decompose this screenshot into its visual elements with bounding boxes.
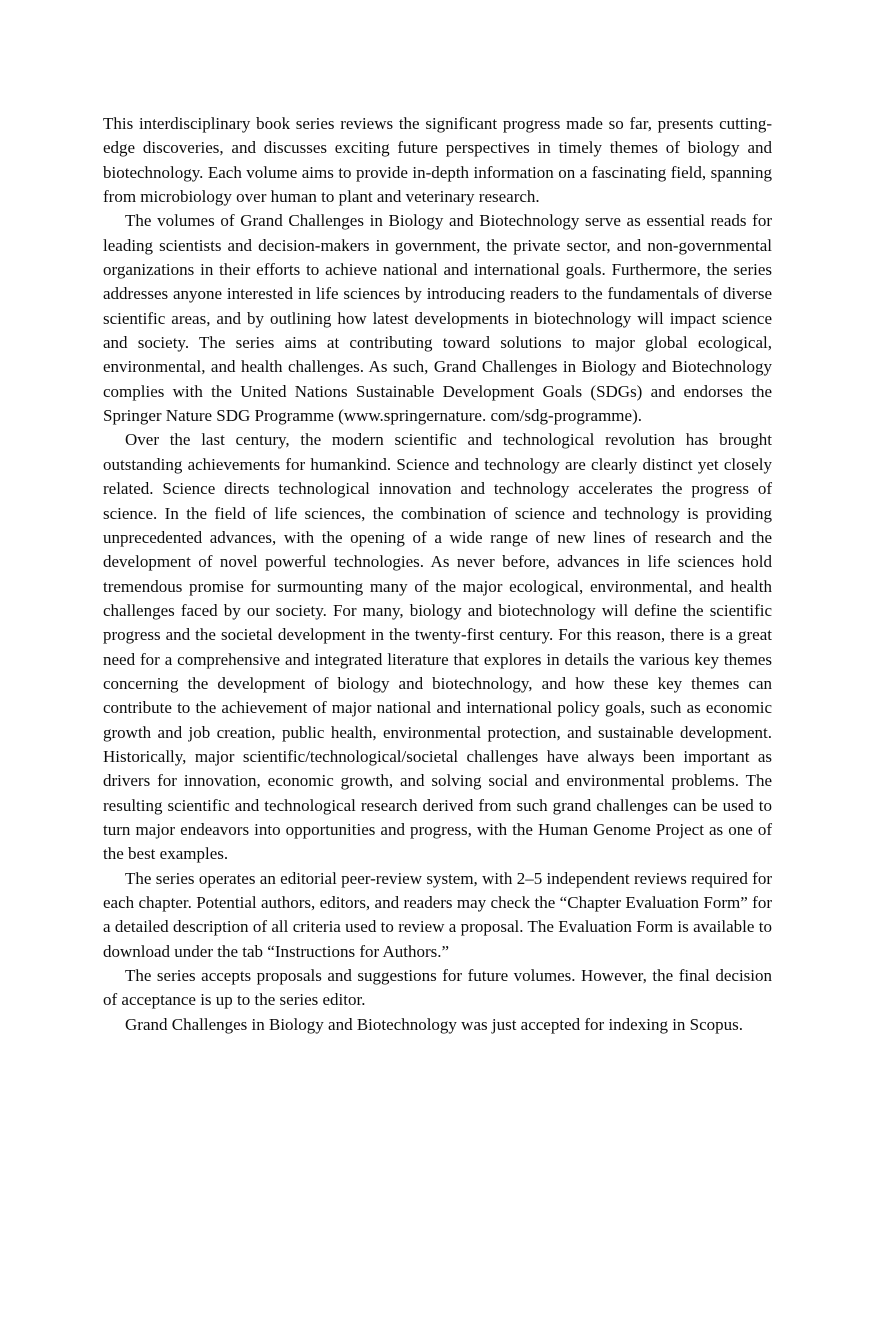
- paragraph-proposals: The series accepts proposals and suggestions for future volumes. However, the final decision of acceptance is up to the series editor.: [103, 966, 772, 1010]
- paragraph-series-overview: This interdisciplinary book series reviews the significant progress made so far, presents cutting-edge discoveries, and discusses exciting future perspectives in timely themes of biology and biotechnology. Each volume aims to provide in-depth information on a fascinating field, spanning from microbiology over human to plant and veterinary research.: [103, 114, 772, 207]
- series-description-text: [103, 112, 772, 1037]
- paragraph-scopus-indexing: Grand Challenges in Biology and Biotechnology was just accepted for indexing in Scopus.: [125, 1014, 744, 1034]
- paragraph-audience: The volumes of Grand Challenges in Biology and Biotechnology serve as essential reads for leading scientists and decision-makers in government, the private sector, and non-governmental organizations in their efforts to achieve national and international goals. Furthermore, the series addresses anyone interested in life sciences by introducing readers to the fundamentals of diverse scientific areas, and by outlining how latest developments in biotechnology will impact science and society. The series aims at contributing toward solutions to major global ecological, environmental, and health challenges. As such, Grand Challenges in Biology and Biotechnology complies with the United Nations Sustainable Development Goals (SDGs) and endorses the Springer Nature SDG Programme (www.springernature. com/sdg-programme).: [103, 211, 772, 426]
- paragraph-scientific-context: Over the last century, the modern scientific and technological revolution has brought outstanding achievements for humankind. Science and technology are clearly distinct yet closely related. Science directs technological innovation and technology accelerates the progress of science. In the field of life sciences, the combination of science and technology is providing unprecedented advances, with the opening of a wide range of new lines of research and the development of novel powerful technologies. As never before, advances in life sciences hold tremendous promise for surmounting many of the major ecological, environmental, and health challenges faced by our society. For many, biology and biotechnology will define the scientific progress and the societal development in the twenty-first century. For this reason, there is a great need for a comprehensive and integrated literature that explores in details the various key themes concerning the development of biology and biotechnology, and how these key themes can contribute to the achievement of major national and international policy goals, such as economic growth and job creation, public health, environmental protection, and sustainable development. Historically, major scientific/technological/societal challenges have always been important as drivers for innovation, economic growth, and solving social and environmental problems. The resulting scientific and technological research derived from such grand challenges can be used to turn major endeavors into opportunities and progress, with the Human Genome Project as one of the best examples.: [103, 430, 772, 864]
- paragraph-peer-review: The series operates an editorial peer-review system, with 2–5 independent reviews required for each chapter. Potential authors, editors, and readers may check the “Chapter Evaluation Form” for a detailed description of all criteria used to review a proposal. The Evaluation Form is available to download under the tab “Instructions for Authors.”: [103, 868, 772, 961]
